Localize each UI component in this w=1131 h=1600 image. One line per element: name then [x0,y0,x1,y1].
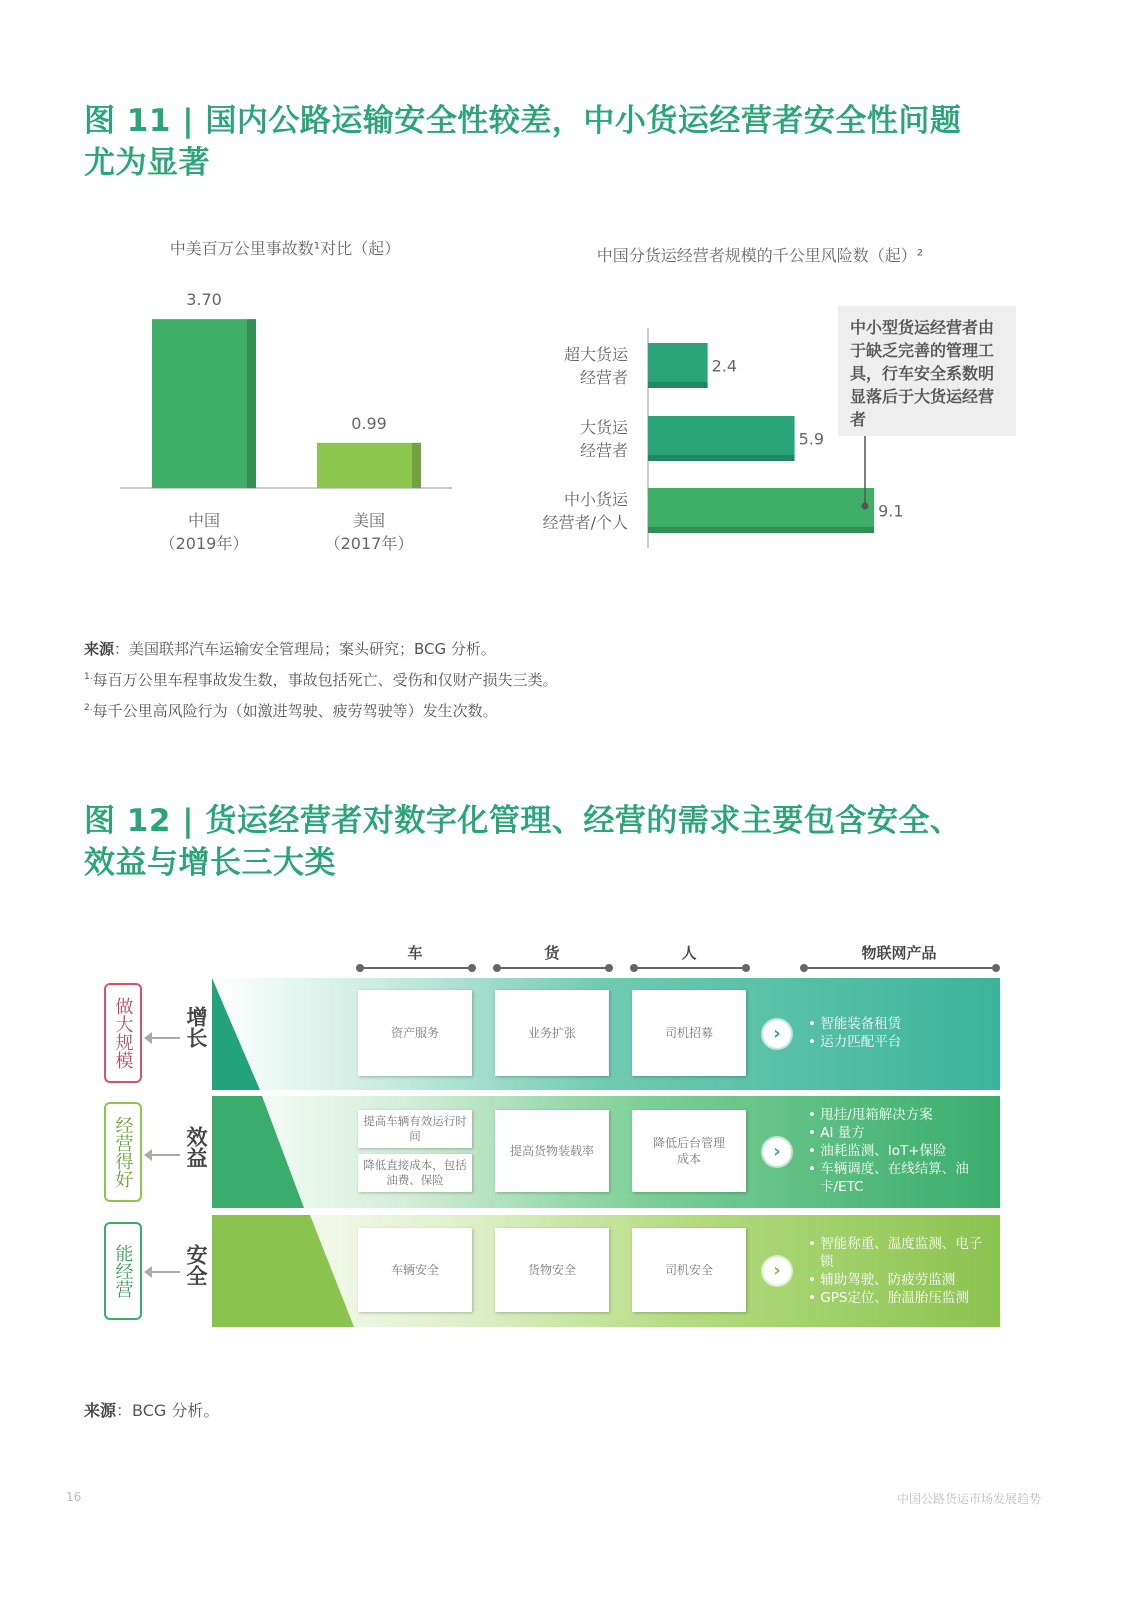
page-number: 16 [66,1490,82,1504]
bullet-item: • 智能称重、温度监测、电子锁 [808,1236,983,1270]
cell-vehicle-uptime: 提高车辆有效运行时间 [358,1110,472,1148]
cell-business-expansion: 业务扩张 [495,990,609,1076]
data-label: 0.99 [351,413,387,433]
arrow-scale [150,1037,180,1039]
bullets-safety [808,1235,988,1307]
fig11-title-line2: 尤为显著 [84,145,210,181]
cell-load-rate: 提高货物装载率 [495,1110,609,1192]
category-label: 经营者 [579,441,628,460]
footer-doc-title: 中国公路货运市场发展趋势 [896,1492,1041,1506]
chevron-right-icon: › [763,1020,791,1048]
bar [152,319,256,488]
category-label: 经营者 [579,368,628,387]
category-label: （2019年） [159,534,249,553]
annotation-connector [858,436,872,512]
cell-backoffice-cost: 降低后台管理成本 [632,1110,746,1192]
bullet-item: • 甩挂/甩箱解决方案 [808,1107,933,1123]
col-bracket-cargo [497,967,609,969]
side-label-profit: 经营得好 [104,1102,142,1202]
cell-asset-service: 资产服务 [358,990,472,1076]
chart2-title: 中国分货运经营者规模的千公里风险数（起）² [596,246,924,265]
bar-shade [648,455,795,461]
bar [648,488,874,533]
category-label: 经营者/个人 [542,513,628,532]
bullets-benefit [808,1106,988,1196]
bullet-item: • 智能装备租赁 [808,1016,902,1032]
bullet-item: • 运力匹配平台 [808,1034,902,1050]
source-text: ：美国联邦汽车运输安全管理局；案头研究；BCG 分析。 [114,640,496,658]
cell-driver-recruit: 司机招募 [632,990,746,1076]
side-label-scale: 做大规模 [104,983,142,1083]
category-label: 超大货运 [563,345,628,364]
arrow-profit [150,1154,180,1156]
arrow-operate [150,1271,180,1273]
fig12-title-line2: 效益与增长三大类 [84,845,336,881]
category-label: 中小货运 [563,490,628,509]
bar-shade [247,319,256,488]
bar [648,343,708,388]
cell-direct-cost: 降低直接成本，包括油费、保险 [358,1154,472,1192]
category-label: 大货运 [579,418,628,437]
bullet-item: • 车辆调度、在线结算、油卡/ETC [808,1161,969,1195]
bar [317,443,421,488]
col-bracket-iot [804,967,996,969]
bullets-growth [808,1015,988,1051]
bullet-item: • AI 量方 [808,1125,865,1141]
source-label: 来源 [84,640,115,658]
fig12-title [84,800,1064,884]
col-head-vehicle: 车 [407,944,423,962]
col-head-cargo: 货 [544,944,560,962]
note1-text: 每百万公里车程事故发生数，事故包括死亡、受伤和仅财产损失三类。 [92,671,558,689]
bullet-item: • GPS定位、胎温胎压监测 [808,1290,969,1306]
bar-shade [412,443,421,488]
category-label: 中国 [187,511,221,530]
note2-text: 每千公里高风险行为（如激进驾驶、疲劳驾驶等）发生次数。 [92,702,498,720]
data-label: 2.4 [711,356,738,376]
fig11-title-line1: 图 11 | 国内公路运输安全性较差，中小货运经营者安全性问题 [84,103,962,139]
note1-mark: 1. [84,672,93,682]
source-label: 来源 [84,1401,117,1420]
row-name-safety: 安全 [184,1244,208,1286]
col-head-driver: 人 [681,944,697,962]
bar-shade [648,527,874,533]
bullet-item: • 油耗监测、IoT+保险 [808,1143,947,1159]
cell-cargo-safety: 货物安全 [495,1228,609,1312]
side-label-operate: 能经营 [104,1222,142,1320]
fig12-source [84,1398,219,1421]
category-label: 美国 [352,511,386,530]
chevron-right-icon: › [763,1138,791,1166]
chart1-plot [110,280,470,570]
fig11-note1 [84,669,558,690]
fig11-source [84,638,496,659]
chevron-right-icon: › [763,1257,791,1285]
row-name-growth: 增长 [184,1006,208,1048]
bar [648,416,795,461]
bullet-item: • 辅助驾驶、防疲劳监测 [808,1272,956,1288]
fig11-note2 [84,700,498,721]
cell-driver-safety: 司机安全 [632,1228,746,1312]
col-bracket-vehicle [360,967,472,969]
data-label: 5.9 [798,429,825,449]
col-head-iot: 物联网产品 [861,944,937,962]
data-label: 9.1 [878,501,904,521]
source-text: ：BCG 分析。 [116,1401,220,1420]
bar-shade [648,382,708,388]
fig12-title-line1: 图 12 | 货运经营者对数字化管理、经营的需求主要包含安全、 [84,803,962,839]
chart2-annotation: 中小型货运经营者由于缺乏完善的管理工具，行车安全系数明显落后于大货运经营者 [838,306,1016,436]
category-label: （2017年） [324,534,414,553]
cell-vehicle-safety: 车辆安全 [358,1228,472,1312]
fig11-title [84,100,1064,184]
note2-mark: 2. [84,703,93,713]
col-bracket-driver [634,967,746,969]
row-name-benefit: 效益 [184,1126,208,1168]
data-label: 3.70 [186,290,222,310]
chart1-title: 中美百万公里事故数¹对比（起） [169,239,401,258]
